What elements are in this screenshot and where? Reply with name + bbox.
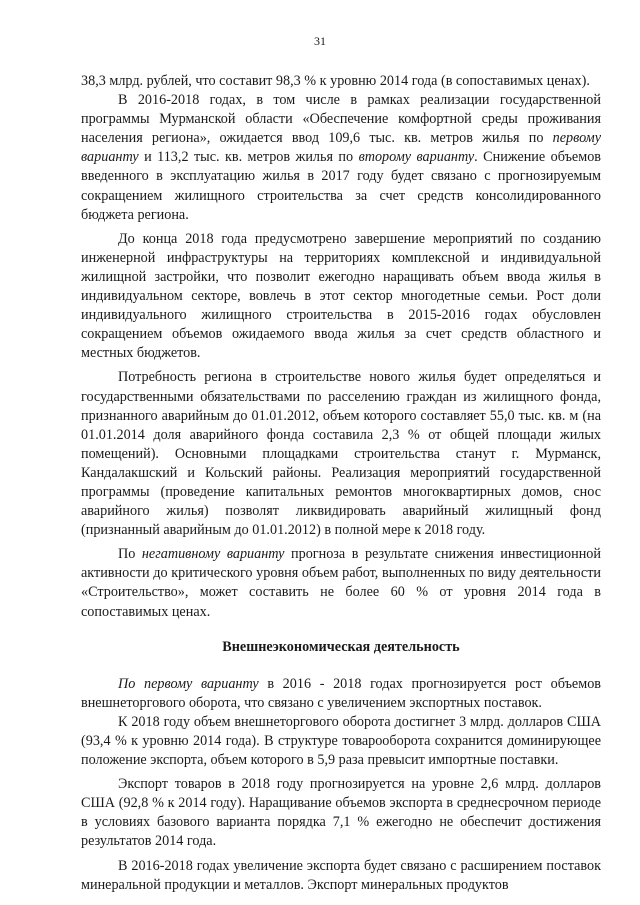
- emphasis-first-variant: первому варианту: [81, 130, 601, 166]
- paragraph-negative-variant: [81, 545, 601, 621]
- paragraph-trade-forecast: [81, 675, 601, 713]
- text-run: По: [118, 546, 142, 563]
- paragraph-housing-program: [81, 91, 601, 225]
- page-number: 31: [314, 34, 326, 48]
- section-heading: Внешнеэкономическая деятельность: [222, 638, 460, 655]
- document-body: [81, 72, 601, 895]
- text-run: и 113,2 тыс. кв. метров жилья по: [138, 149, 359, 166]
- emphasis-second-variant: второму варианту: [358, 149, 475, 166]
- paragraph-infrastructure: До конца 2018 года предусмотрено завершение мероприятий по созданию инженерной инфраструктуры на территориях комплексной и индивидуальной жилищной застройки, что позволит ежегодно наращивать объем ввода жилья в индивидуальном секторе, вовлечь в этот сектор многодетные семьи. Рост доли индивидуального жилищного строительства в 2015-2016 годах обусловлен сокращением объемов ожидаемого ввода жилья за счет средств областного и местных бюджетов.: [81, 230, 601, 362]
- emphasis-negative-variant: негативному варианту: [141, 546, 285, 563]
- paragraph-export-growth: В 2016-2018 годах увеличение экспорта будет связано с расширением поставок минеральной продукции и металлов. Экспорт минеральных продуктов: [81, 857, 601, 893]
- paragraph-continuation: 38,3 млрд. рублей, что составит 98,3 % к уровню 2014 года (в сопоставимых ценах).: [81, 73, 590, 89]
- emphasis-first-variant: По первому варианту: [118, 675, 259, 692]
- text-run: . Снижение объемов введенного в эксплуатацию жилья в 2017 году будет связано с прогнозируемым сокращением жилищного строительства за счет средств консолидированного бюджета региона.: [81, 149, 601, 223]
- text-run: В 2016-2018 годах, в том числе в рамках реализации государственной программы Мурманской области «Обеспечение комфортной среды проживания населения региона», ожидается ввод 109,6 тыс. кв. метров жилья по: [81, 92, 601, 147]
- text-run: прогноза в результате снижения инвестиционной активности до критического уровня объем работ, выполненных по виду деятельности «Строительство», может составить не более 60 % от уровня 2014 года в сопоставимых ценах.: [81, 546, 601, 620]
- paragraph-export-forecast: Экспорт товаров в 2018 году прогнозируется на уровне 2,6 млрд. долларов США (92,8 % к 2014 году). Наращивание объемов экспорта в среднесрочном периоде в условиях базового варианта порядка 7,1 % ежегодно не обеспечит достижения результатов 2014 года.: [81, 776, 601, 850]
- paragraph-housing-need: Потребность региона в строительстве нового жилья будет определяться и государственными обязательствами по расселению граждан из жилищного фонда, признанного аварийным до 01.01.2012, объем которого составляет 55,0 тыс. кв. м (на 01.01.2014 доля аварийного фонда составила 2,3 % от общей площади жилых помещений). Основными площадками строительства станут г. Мурманск, Кандалакшский и Кольский районы. Реализация мероприятий государственной программы (проведение капитальных ремонтов многоквартирных домов, снос аварийного жилья) позволят ликвидировать аварийный жилищный фонд (признанный аварийным до 01.01.2012) в полной мере к 2018 году.: [81, 369, 601, 539]
- paragraph-trade-volume: К 2018 году объем внешнеторгового оборота достигнет 3 млрд. долларов США (93,4 % к уровню 2014 года). В структуре товарооборота сохранится доминирующее положение экспорта, объем которого в 5,9 раза превысит импортные поставки.: [81, 713, 601, 769]
- text-run: в 2016 - 2018 годах прогнозируется рост объемов внешнеторгового оборота, что связано с увеличением экспортных поставок.: [81, 675, 601, 711]
